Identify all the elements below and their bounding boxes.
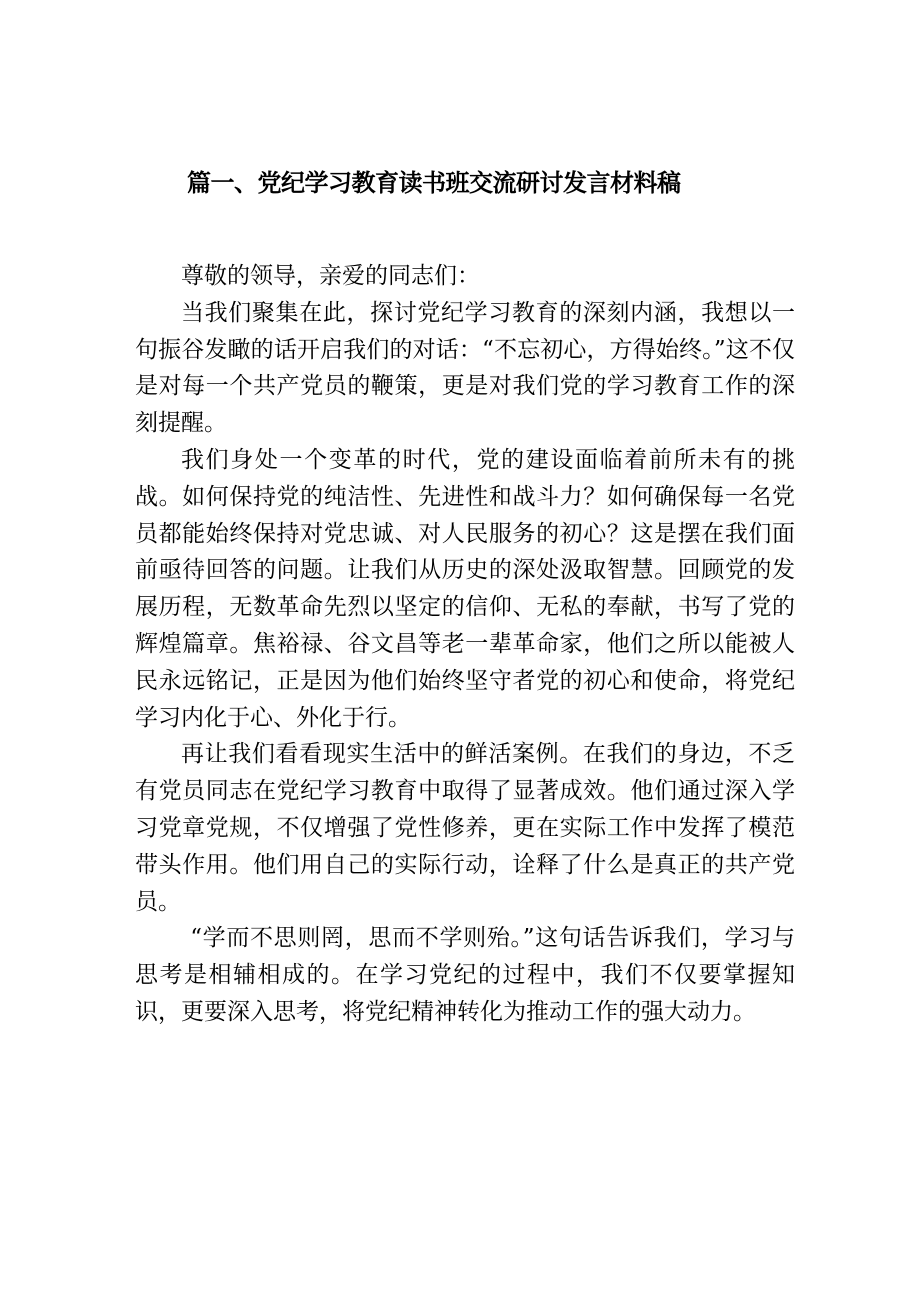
paragraph-quote: “学而不思则罔，思而不学则殆。”这句话告诉我们，学习与思考是相辅相成的。在学习党纪的过程中，我们不仅要掌握知识，更要深入思考，将党纪精神转化为推动工作的强大动力。 [135,925,795,1025]
document-body [135,258,795,1031]
paragraph-cases: 再让我们看看现实生活中的鲜活案例。在我们的身边，不乏有党员同志在党纪学习教育中取得了显著成效。他们通过深入学习党章党规，不仅增强了党性修养，更在实际工作中发挥了模范带头作用。他们用自己的实际行动，诠释了什么是真正的共产党员。 [135,741,795,915]
paragraph-opening: 当我们聚集在此，探讨党纪学习教育的深刻内涵，我想以一句振谷发瞰的话开启我们的对话：“不忘初心，方得始终。”这不仅是对每一个共产党员的鞭策，更是对我们党的学习教育工作的深刻提醒。 [135,299,795,437]
document-title: 篇一、党纪学习教育读书班交流研讨发言材料稿 [187,169,681,197]
paragraph-history: 我们身处一个变革的时代，党的建设面临着前所未有的挑战。如何保持党的纯洁性、先进性和战斗力？如何确保每一名党员都能始终保持对党忠诚、对人民服务的初心？这是摆在我们面前亟待回答的问题。让我们从历史的深处汲取智慧。回顾党的发展历程，无数革命先烈以坚定的信仰、无私的奉献，书写了党的辉煌篇章。焦裕禄、谷文昌等老一辈革命家，他们之所以能被人民永远铭记，正是因为他们始终坚守者党的初心和使命，将党纪学习内化于心、外化于行。 [135,446,795,731]
paragraph-salutation: 尊敬的领导，亲爱的同志们： [181,263,480,289]
